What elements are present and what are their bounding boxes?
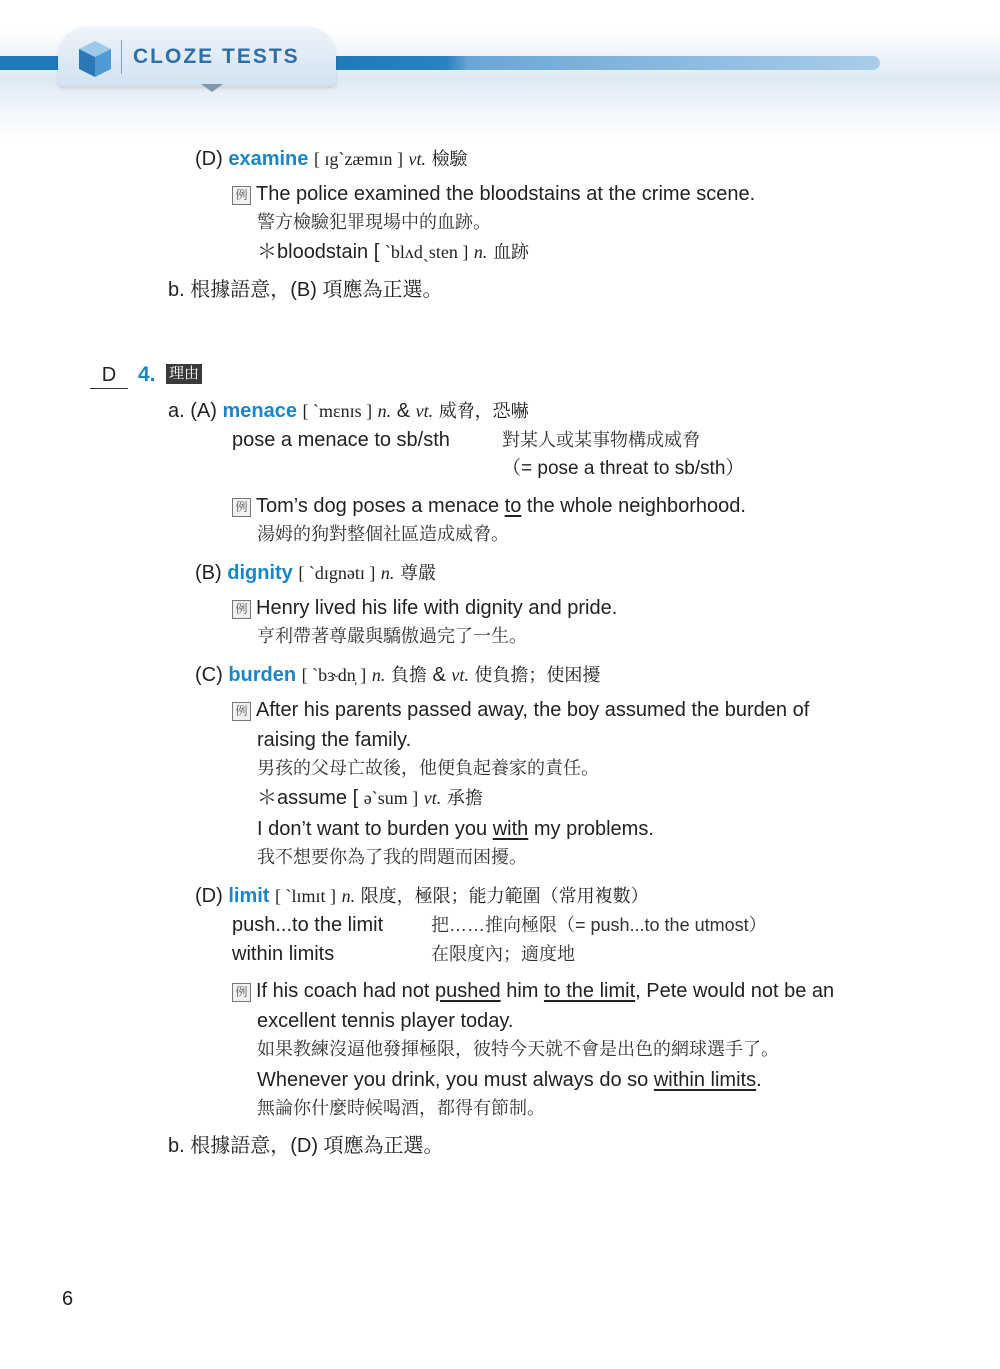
example-translation: 男孩的父母亡故後，他便負起養家的責任。 xyxy=(257,758,599,778)
example-sentence: 例 If his coach had not pushed him to the limit, Pete would not be an xyxy=(232,978,834,1004)
phrase-translation: 在限度內；適度地 xyxy=(431,944,575,964)
answer-blank: D xyxy=(90,362,128,389)
example-translation: 警方檢驗犯罪現場中的血跡。 xyxy=(257,212,491,232)
phrase: pose a menace to sb/sth xyxy=(232,429,450,451)
phrase: push...to the limit xyxy=(232,914,384,936)
vocab-note: ＊bloodstain [ ˋblʌdˏsten ] n. 血跡 xyxy=(257,241,529,263)
example-sentence: I don’t want to burden you with my problems. xyxy=(257,818,654,840)
part-of-speech: vt. xyxy=(408,149,426,169)
example-sentence: 例 The police examined the bloodstains at the crime scene. xyxy=(232,181,755,207)
option-d-entry: (D) examine [ ɪgˋzæmɪn ] vt. 檢驗 xyxy=(195,148,468,170)
tab-divider xyxy=(121,40,122,74)
example-sentence-cont: excellent tennis player today. xyxy=(257,1010,514,1032)
example-translation: 如果教練沒逼他發揮極限，彼特今天就不會是出色的網球選手了。 xyxy=(257,1039,779,1059)
option-a-entry: a. (A) menace [ ˋmɛnɪs ] n. & vt. 威脅，恐嚇 xyxy=(168,400,529,422)
example-mark-icon: 例 xyxy=(232,186,251,205)
example-translation: 亨利帶著尊嚴與驕傲過完了一生。 xyxy=(257,626,527,646)
header-bar-right xyxy=(325,56,880,70)
example-sentence: 例 After his parents passed away, the boy assumed the burden of xyxy=(232,697,809,723)
conclusion-line: b. 根據語意，(D) 項應為正選。 xyxy=(168,1135,444,1157)
example-translation: 湯姆的狗對整個社區造成威脅。 xyxy=(257,524,509,544)
tab-pointer-icon xyxy=(201,84,223,92)
vocab-note: ＊assume [ əˋsum ] vt. 承擔 xyxy=(257,787,483,809)
option-d-entry: (D) limit [ ˋlɪmɪt ] n. 限度，極限；能力範圍（常用複數） xyxy=(195,885,649,907)
phonetic: [ ɪgˋzæmɪn ] xyxy=(313,149,403,169)
headword-limit: limit xyxy=(228,885,270,907)
option-b-entry: (B) dignity [ ˋdɪgnətɪ ] n. 尊嚴 xyxy=(195,562,436,584)
example-translation: 我不想要你為了我的問題而困擾。 xyxy=(257,847,527,867)
cube-icon xyxy=(77,39,113,79)
example-mark-icon: 例 xyxy=(232,498,251,517)
example-sentence: Whenever you drink, you must always do so within limits. xyxy=(257,1069,762,1091)
headword-dignity: dignity xyxy=(227,562,293,584)
example-sentence: 例 Tom’s dog poses a menace to the whole neighborhood. xyxy=(232,493,746,519)
example-sentence: 例 Henry lived his life with dignity and pride. xyxy=(232,595,617,621)
headword-burden: burden xyxy=(228,664,297,686)
page-number: 6 xyxy=(62,1288,74,1310)
example-mark-icon: 例 xyxy=(232,983,251,1002)
example-mark-icon: 例 xyxy=(232,600,251,619)
option-c-entry: (C) burden [ ˋbɝdn̩ ] n. 負擔 & vt. 使負擔；使困擾 xyxy=(195,664,601,686)
example-mark-icon: 例 xyxy=(232,702,251,721)
headword-examine: examine xyxy=(228,148,309,170)
reason-badge: 理由 xyxy=(166,364,202,384)
example-translation: 無論你什麼時候喝酒，都得有節制。 xyxy=(257,1098,545,1118)
phrase-alternative: （= pose a threat to sb/sth） xyxy=(502,458,745,479)
section-title: CLOZE TESTS xyxy=(133,45,300,68)
question-number: 4. xyxy=(138,363,156,386)
phrase-translation: 對某人或某事物構成威脅 xyxy=(502,430,700,450)
headword-menace: menace xyxy=(222,400,297,422)
phrase: within limits xyxy=(232,943,335,965)
definition-zh: 檢驗 xyxy=(431,149,468,169)
phrase-translation: 把……推向極限（= push...to the utmost） xyxy=(431,915,767,935)
conclusion-line: b. 根據語意，(B) 項應為正選。 xyxy=(168,279,443,301)
example-sentence-cont: raising the family. xyxy=(257,729,412,751)
